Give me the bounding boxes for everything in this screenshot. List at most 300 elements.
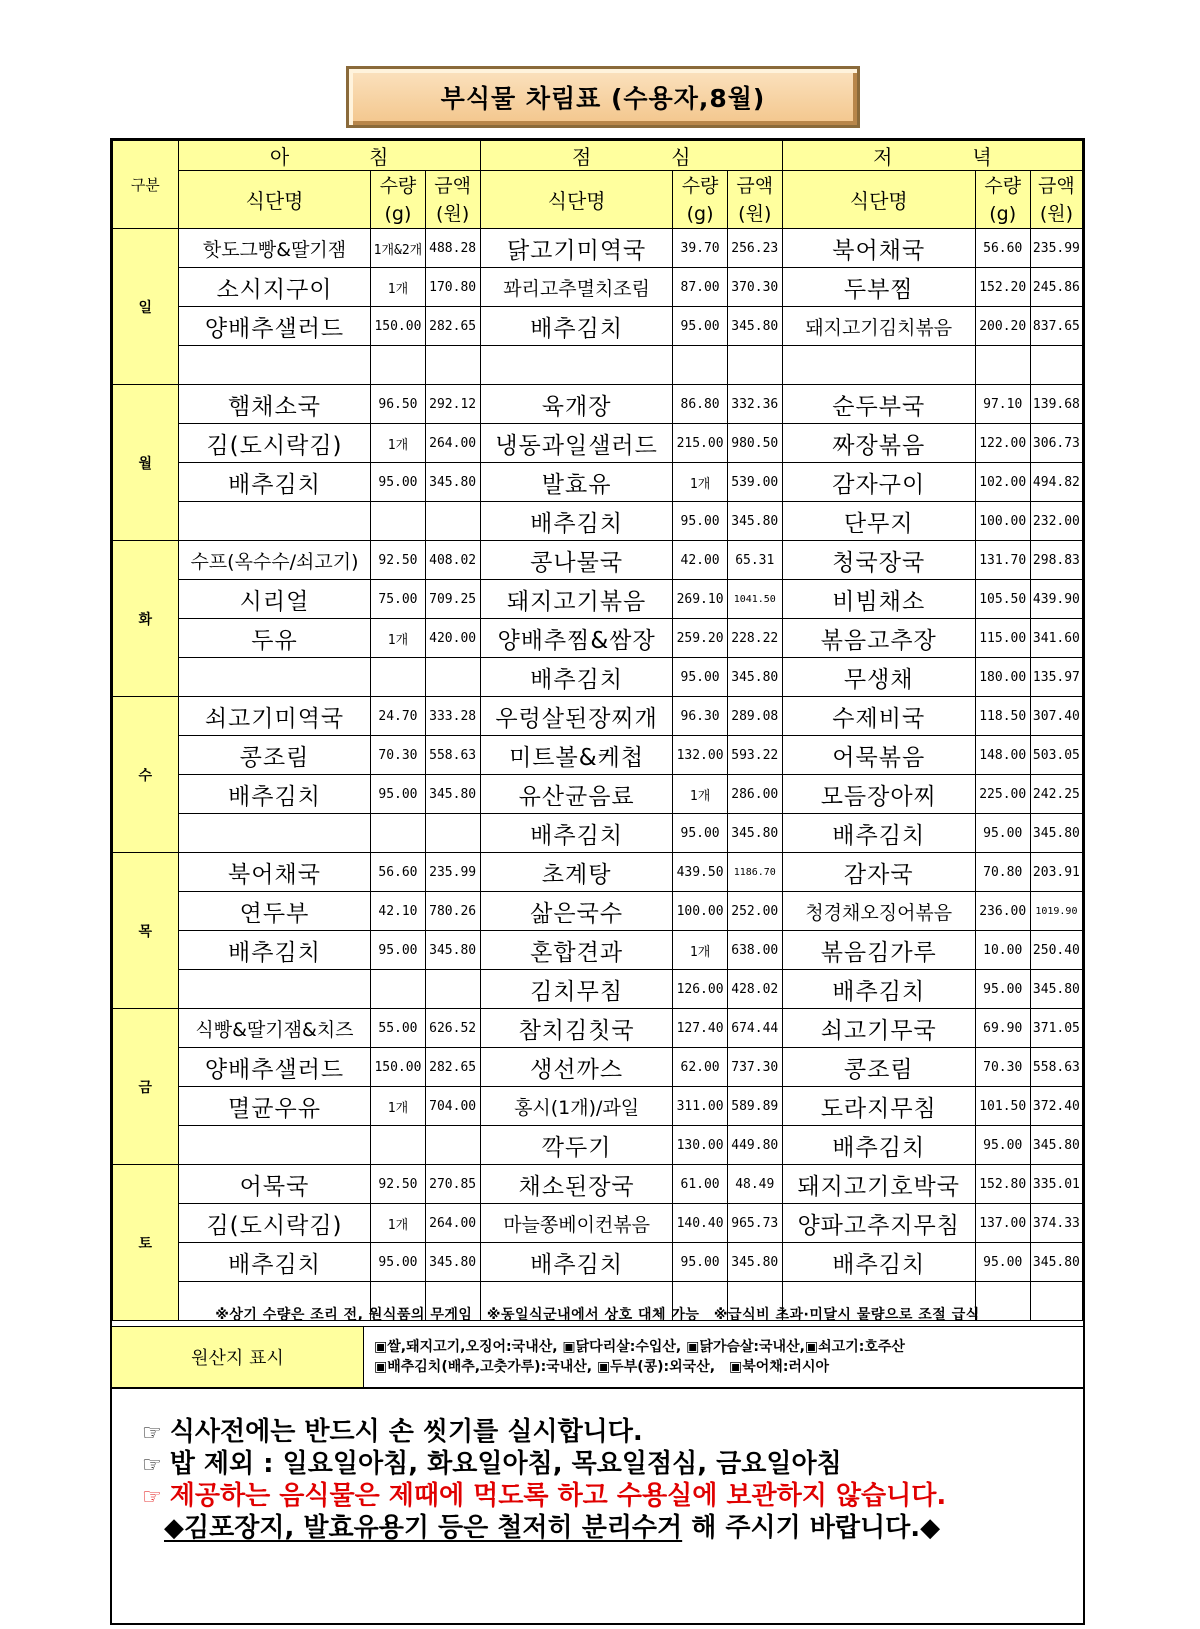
table-row: [113, 580, 1083, 619]
menu-item-name: 어묵국: [178, 1165, 371, 1204]
menu-item-name: 초계탕: [480, 853, 673, 892]
origin-label: 원산지 표시: [112, 1327, 364, 1387]
menu-item-name: 단무지: [782, 502, 975, 541]
menu-item-qty: 56.60: [975, 229, 1030, 268]
menu-item-qty: 75.00: [371, 580, 425, 619]
menu-item-price: 264.00: [425, 1204, 480, 1243]
menu-item-qty: 70.30: [975, 1048, 1030, 1087]
menu-item-name: 배추김치: [178, 931, 371, 970]
menu-item-qty: 92.50: [371, 1165, 425, 1204]
menu-item-price: 1041.50: [727, 580, 782, 619]
menu-item-qty: 1개: [371, 1087, 425, 1126]
menu-item-name: 콩나물국: [480, 541, 673, 580]
menu-item-name: 두부찜: [782, 268, 975, 307]
menu-item-qty: 95.00: [371, 1243, 425, 1282]
menu-item-name: 수프(옥수수/쇠고기): [178, 541, 371, 580]
page-title: 부식물 차림표 (수용자,8월): [440, 84, 766, 113]
table-row: [113, 1243, 1083, 1282]
menu-item-price: 245.86: [1030, 268, 1082, 307]
menu-item-qty: [371, 658, 425, 697]
menu-item-qty: 87.00: [673, 268, 727, 307]
menu-item-qty: 122.00: [975, 424, 1030, 463]
menu-item-price: 335.01: [1030, 1165, 1082, 1204]
table-row: [113, 619, 1083, 658]
menu-item-price: [425, 502, 480, 541]
menu-item-qty: 200.20: [975, 307, 1030, 346]
menu-item-price: 292.12: [425, 385, 480, 424]
table-row: [113, 307, 1083, 346]
table-row: [113, 1087, 1083, 1126]
menu-table: [112, 140, 1083, 1321]
menu-item-price: 428.02: [727, 970, 782, 1009]
menu-item-name: 삶은국수: [480, 892, 673, 931]
menu-item-name: 배추김치: [480, 814, 673, 853]
menu-item-name: 두유: [178, 619, 371, 658]
menu-item-price: 252.00: [727, 892, 782, 931]
menu-item-qty: 150.00: [371, 307, 425, 346]
notice-line-1: ☞ 식사전에는 반드시 손 씻기를 실시합니다.: [142, 1417, 643, 1447]
menu-item-qty: 1개: [673, 463, 727, 502]
menu-item-price: 709.25: [425, 580, 480, 619]
menu-item-qty: 115.00: [975, 619, 1030, 658]
menu-item-name: 청국장국: [782, 541, 975, 580]
menu-item-qty: 130.00: [673, 1126, 727, 1165]
table-row: [113, 853, 1083, 892]
table-row: [113, 931, 1083, 970]
menu-item-qty: 118.50: [975, 697, 1030, 736]
menu-item-qty: 10.00: [975, 931, 1030, 970]
menu-item-qty: 97.10: [975, 385, 1030, 424]
menu-item-price: 270.85: [425, 1165, 480, 1204]
menu-item-name: 배추김치: [782, 1243, 975, 1282]
menu-item-price: 170.80: [425, 268, 480, 307]
menu-item-qty: 100.00: [975, 502, 1030, 541]
menu-item-name: 배추김치: [178, 775, 371, 814]
menu-item-name: [178, 1126, 371, 1165]
table-row: [113, 736, 1083, 775]
menu-item-qty: 1개: [673, 931, 727, 970]
menu-item-price: 139.68: [1030, 385, 1082, 424]
menu-item-qty: [371, 970, 425, 1009]
menu-item-name: 김(도시락김): [178, 1204, 371, 1243]
table-row: [113, 541, 1083, 580]
menu-item-qty: 1개: [673, 775, 727, 814]
menu-item-qty: 95.00: [975, 814, 1030, 853]
table-row: [113, 1009, 1083, 1048]
menu-item-price: [1030, 346, 1082, 385]
menu-item-price: 1019.90: [1030, 892, 1082, 931]
menu-item-price: 235.99: [425, 853, 480, 892]
menu-item-name: 청경채오징어볶음: [782, 892, 975, 931]
menu-item-name: 쇠고기무국: [782, 1009, 975, 1048]
table-row: [113, 892, 1083, 931]
menu-item-name: 연두부: [178, 892, 371, 931]
menu-item-name: 햄채소국: [178, 385, 371, 424]
menu-item-name: 핫도그빵&딸기잼: [178, 229, 371, 268]
menu-item-qty: 105.50: [975, 580, 1030, 619]
menu-item-price: 307.40: [1030, 697, 1082, 736]
menu-item-name: 돼지고기볶음: [480, 580, 673, 619]
menu-item-qty: 225.00: [975, 775, 1030, 814]
menu-item-qty: 140.40: [673, 1204, 727, 1243]
day-label: 월: [113, 385, 179, 541]
menu-item-qty: [975, 346, 1030, 385]
menu-item-name: 시리얼: [178, 580, 371, 619]
menu-item-name: 북어채국: [178, 853, 371, 892]
menu-item-qty: 1개&2개: [371, 229, 425, 268]
table-row: [113, 1204, 1083, 1243]
menu-item-price: 449.80: [727, 1126, 782, 1165]
table-row: [113, 502, 1083, 541]
menu-item-name: [178, 970, 371, 1009]
day-label: 화: [113, 541, 179, 697]
header-lunch: 점 심: [480, 141, 782, 171]
menu-item-price: 333.28: [425, 697, 480, 736]
menu-item-price: 135.97: [1030, 658, 1082, 697]
menu-item-qty: 1개: [371, 1204, 425, 1243]
menu-item-name: 배추김치: [178, 463, 371, 502]
menu-item-price: [727, 346, 782, 385]
menu-item-qty: 131.70: [975, 541, 1030, 580]
menu-item-qty: 101.50: [975, 1087, 1030, 1126]
menu-item-name: 감자구이: [782, 463, 975, 502]
menu-item-qty: 95.00: [975, 970, 1030, 1009]
menu-item-qty: 236.00: [975, 892, 1030, 931]
menu-item-qty: [371, 502, 425, 541]
table-row: [113, 424, 1083, 463]
menu-item-qty: 215.00: [673, 424, 727, 463]
menu-item-price: 370.30: [727, 268, 782, 307]
menu-item-price: [425, 658, 480, 697]
menu-item-name: 배추김치: [782, 970, 975, 1009]
menu-item-name: 식빵&딸기잼&치즈: [178, 1009, 371, 1048]
menu-item-name: 배추김치: [480, 1243, 673, 1282]
header-qty: 수량 (g): [673, 171, 727, 229]
menu-item-price: 235.99: [1030, 229, 1082, 268]
menu-item-qty: 56.60: [371, 853, 425, 892]
pointing-hand-icon: ☞: [142, 1485, 162, 1510]
menu-item-qty: 42.00: [673, 541, 727, 580]
menu-item-qty: 126.00: [673, 970, 727, 1009]
menu-item-qty: 70.30: [371, 736, 425, 775]
menu-item-qty: 439.50: [673, 853, 727, 892]
origin-line-2: ▣배추김치(배추,고춧가루):국내산, ▣두부(콩):외국산, ▣북어채:러시아: [374, 1359, 829, 1375]
menu-item-name: 어묵볶음: [782, 736, 975, 775]
menu-item-price: [425, 970, 480, 1009]
table-row: [113, 385, 1083, 424]
menu-item-name: 무생채: [782, 658, 975, 697]
menu-item-qty: 55.00: [371, 1009, 425, 1048]
menu-item-name: 홍시(1개)/과일: [480, 1087, 673, 1126]
menu-item-qty: 95.00: [371, 463, 425, 502]
menu-item-price: 345.80: [727, 814, 782, 853]
menu-item-name: [178, 814, 371, 853]
menu-item-qty: [371, 1126, 425, 1165]
table-row: [113, 463, 1083, 502]
menu-item-price: 345.80: [727, 502, 782, 541]
menu-item-qty: 95.00: [371, 931, 425, 970]
menu-item-qty: 152.80: [975, 1165, 1030, 1204]
table-row: [113, 658, 1083, 697]
menu-item-price: 345.80: [727, 1243, 782, 1282]
menu-item-name: 콩조림: [782, 1048, 975, 1087]
menu-item-price: 65.31: [727, 541, 782, 580]
menu-item-name: 도라지무침: [782, 1087, 975, 1126]
menu-item-price: 539.00: [727, 463, 782, 502]
notice-line-3: ☞ 제공하는 음식물은 제때에 먹도록 하고 수용실에 보관하지 않습니다.: [142, 1481, 947, 1511]
menu-item-price: 341.60: [1030, 619, 1082, 658]
table-row: [113, 1126, 1083, 1165]
menu-item-name: 배추김치: [480, 307, 673, 346]
menu-item-qty: 95.00: [673, 1243, 727, 1282]
menu-item-qty: [673, 346, 727, 385]
menu-item-name: 양배추샐러드: [178, 307, 371, 346]
header-menu-name: 식단명: [782, 171, 975, 229]
menu-item-name: 멸균우유: [178, 1087, 371, 1126]
menu-item-name: 채소된장국: [480, 1165, 673, 1204]
menu-item-qty: 62.00: [673, 1048, 727, 1087]
menu-item-price: 345.80: [425, 463, 480, 502]
table-row: [113, 346, 1083, 385]
day-label: 목: [113, 853, 179, 1009]
menu-item-qty: 92.50: [371, 541, 425, 580]
menu-item-qty: 95.00: [371, 775, 425, 814]
table-row: [113, 775, 1083, 814]
menu-item-name: [178, 502, 371, 541]
menu-item-name: 유산균음료: [480, 775, 673, 814]
header-price: 금액 (원): [425, 171, 480, 229]
menu-item-price: 488.28: [425, 229, 480, 268]
header-menu-name: 식단명: [480, 171, 673, 229]
menu-item-qty: 127.40: [673, 1009, 727, 1048]
menu-item-qty: 61.00: [673, 1165, 727, 1204]
menu-item-price: 345.80: [1030, 814, 1082, 853]
header-gubun: 구분: [113, 141, 179, 229]
menu-item-price: 674.44: [727, 1009, 782, 1048]
menu-item-price: 289.08: [727, 697, 782, 736]
menu-item-price: 203.91: [1030, 853, 1082, 892]
menu-item-price: 250.40: [1030, 931, 1082, 970]
menu-item-price: 48.49: [727, 1165, 782, 1204]
menu-item-qty: 311.00: [673, 1087, 727, 1126]
menu-item-price: 345.80: [727, 307, 782, 346]
menu-item-qty: 95.00: [673, 658, 727, 697]
menu-item-qty: 150.00: [371, 1048, 425, 1087]
menu-item-price: 503.05: [1030, 736, 1082, 775]
menu-item-price: [425, 814, 480, 853]
menu-item-price: 372.40: [1030, 1087, 1082, 1126]
menu-item-price: 345.80: [425, 931, 480, 970]
origin-section: [112, 1327, 1083, 1389]
menu-item-price: 558.63: [425, 736, 480, 775]
menu-item-price: 371.05: [1030, 1009, 1082, 1048]
table-row: [113, 697, 1083, 736]
menu-item-price: 345.80: [1030, 1243, 1082, 1282]
menu-item-price: 306.73: [1030, 424, 1082, 463]
menu-item-qty: 95.00: [673, 307, 727, 346]
menu-item-qty: 152.20: [975, 268, 1030, 307]
menu-item-price: 593.22: [727, 736, 782, 775]
menu-item-price: 286.00: [727, 775, 782, 814]
menu-item-price: 345.80: [1030, 1126, 1082, 1165]
menu-item-name: 참치김칫국: [480, 1009, 673, 1048]
header-price: 금액 (원): [1030, 171, 1082, 229]
menu-item-price: 232.00: [1030, 502, 1082, 541]
menu-item-name: 발효유: [480, 463, 673, 502]
table-row: [113, 970, 1083, 1009]
notice-line-2: ☞ 밥 제외 : 일요일아침, 화요일아침, 목요일점심, 금요일아침: [142, 1449, 842, 1479]
menu-item-price: 345.80: [1030, 970, 1082, 1009]
menu-item-qty: 1개: [371, 619, 425, 658]
menu-item-name: [178, 346, 371, 385]
menu-item-price: 638.00: [727, 931, 782, 970]
menu-item-qty: 95.00: [673, 814, 727, 853]
menu-item-price: [425, 346, 480, 385]
menu-item-name: 짜장볶음: [782, 424, 975, 463]
menu-item-qty: 69.90: [975, 1009, 1030, 1048]
menu-item-price: 345.80: [727, 658, 782, 697]
menu-item-name: 양배추샐러드: [178, 1048, 371, 1087]
menu-item-name: 양파고추지무침: [782, 1204, 975, 1243]
pointing-hand-icon: ☞: [142, 1421, 162, 1446]
notice-line-4: ◆김포장지, 발효유용기 등은 철저히 분리수거 해 주시기 바랍니다.◆: [164, 1513, 941, 1543]
menu-item-price: 837.65: [1030, 307, 1082, 346]
menu-item-name: 마늘쫑베이컨볶음: [480, 1204, 673, 1243]
menu-item-name: 볶음김가루: [782, 931, 975, 970]
header-menu-name: 식단명: [178, 171, 371, 229]
menu-item-price: [425, 1126, 480, 1165]
header-breakfast: 아 침: [178, 141, 480, 171]
menu-item-qty: [371, 814, 425, 853]
menu-item-name: 쇠고기미역국: [178, 697, 371, 736]
menu-item-qty: 24.70: [371, 697, 425, 736]
notes-line: ※상기 수량은 조리 전, 원식품의 무게임 ※동일식군내에서 상호 대체 가능 ※급식비 초과·미달시 물량으로 조절 급식: [112, 1301, 1083, 1327]
menu-item-name: 배추김치: [178, 1243, 371, 1282]
menu-item-qty: 95.00: [975, 1126, 1030, 1165]
menu-item-qty: 1개: [371, 268, 425, 307]
menu-item-qty: 102.00: [975, 463, 1030, 502]
menu-item-price: 439.90: [1030, 580, 1082, 619]
table-row: [113, 814, 1083, 853]
menu-item-price: 408.02: [425, 541, 480, 580]
menu-item-price: 965.73: [727, 1204, 782, 1243]
menu-item-qty: 70.80: [975, 853, 1030, 892]
menu-item-name: 김(도시락김): [178, 424, 371, 463]
menu-item-name: 순두부국: [782, 385, 975, 424]
menu-item-qty: [371, 346, 425, 385]
menu-item-price: 242.25: [1030, 775, 1082, 814]
table-row: [113, 1165, 1083, 1204]
menu-item-qty: 39.70: [673, 229, 727, 268]
menu-item-price: 332.36: [727, 385, 782, 424]
header-dinner: 저 녁: [782, 141, 1082, 171]
pointing-hand-icon: ☞: [142, 1453, 162, 1478]
menu-item-price: 1186.70: [727, 853, 782, 892]
menu-item-price: 298.83: [1030, 541, 1082, 580]
menu-item-qty: 86.80: [673, 385, 727, 424]
menu-item-name: 배추김치: [782, 814, 975, 853]
menu-item-name: 볶음고추장: [782, 619, 975, 658]
day-label: 금: [113, 1009, 179, 1165]
menu-item-price: 494.82: [1030, 463, 1082, 502]
menu-item-price: 345.80: [425, 1243, 480, 1282]
menu-item-name: 양배추찜&쌈장: [480, 619, 673, 658]
menu-item-name: 비빔채소: [782, 580, 975, 619]
menu-item-price: 345.80: [425, 775, 480, 814]
menu-item-name: 냉동과일샐러드: [480, 424, 673, 463]
menu-item-name: 돼지고기호박국: [782, 1165, 975, 1204]
header-qty: 수량 (g): [371, 171, 425, 229]
menu-item-qty: 180.00: [975, 658, 1030, 697]
menu-item-name: 깍두기: [480, 1126, 673, 1165]
menu-item-price: 374.33: [1030, 1204, 1082, 1243]
menu-item-price: 264.00: [425, 424, 480, 463]
menu-item-qty: 95.00: [673, 502, 727, 541]
menu-item-qty: 42.10: [371, 892, 425, 931]
menu-item-price: 228.22: [727, 619, 782, 658]
day-label: 수: [113, 697, 179, 853]
menu-item-name: 돼지고기김치볶음: [782, 307, 975, 346]
menu-item-name: 감자국: [782, 853, 975, 892]
menu-item-price: 980.50: [727, 424, 782, 463]
header-qty: 수량 (g): [975, 171, 1030, 229]
menu-item-name: 생선까스: [480, 1048, 673, 1087]
menu-item-name: 소시지구이: [178, 268, 371, 307]
table-row: [113, 229, 1083, 268]
notice-section: [112, 1389, 1083, 1623]
menu-item-price: 282.65: [425, 307, 480, 346]
menu-item-name: 모듬장아찌: [782, 775, 975, 814]
table-row: [113, 1048, 1083, 1087]
menu-item-name: 우렁살된장찌개: [480, 697, 673, 736]
menu-item-name: 배추김치: [480, 658, 673, 697]
menu-item-qty: 132.00: [673, 736, 727, 775]
menu-item-qty: 137.00: [975, 1204, 1030, 1243]
menu-item-qty: 259.20: [673, 619, 727, 658]
header-price: 금액 (원): [727, 171, 782, 229]
menu-item-price: 780.26: [425, 892, 480, 931]
menu-item-name: 육개장: [480, 385, 673, 424]
menu-item-qty: 95.00: [975, 1243, 1030, 1282]
menu-item-name: 닭고기미역국: [480, 229, 673, 268]
menu-item-name: 꽈리고추멸치조림: [480, 268, 673, 307]
menu-item-price: 558.63: [1030, 1048, 1082, 1087]
menu-item-name: 배추김치: [782, 1126, 975, 1165]
menu-item-name: 북어채국: [782, 229, 975, 268]
menu-item-name: [782, 346, 975, 385]
table-row: [113, 268, 1083, 307]
menu-item-qty: 269.10: [673, 580, 727, 619]
menu-item-name: [178, 658, 371, 697]
page-title-box: [346, 66, 860, 128]
menu-item-name: 수제비국: [782, 697, 975, 736]
origin-line-1: ▣쌀,돼지고기,오징어:국내산, ▣닭다리살:수입산, ▣닭가슴살:국내산,▣쇠고기:호주산: [374, 1339, 905, 1355]
day-label: 토: [113, 1165, 179, 1321]
menu-item-qty: 96.50: [371, 385, 425, 424]
menu-item-price: 704.00: [425, 1087, 480, 1126]
menu-item-price: 256.23: [727, 229, 782, 268]
menu-item-price: 626.52: [425, 1009, 480, 1048]
menu-item-qty: 1개: [371, 424, 425, 463]
origin-details: [364, 1327, 1083, 1387]
menu-item-qty: 96.30: [673, 697, 727, 736]
menu-item-price: 589.89: [727, 1087, 782, 1126]
menu-item-name: 김치무침: [480, 970, 673, 1009]
menu-item-name: [480, 346, 673, 385]
day-label: 일: [113, 229, 179, 385]
menu-item-qty: 148.00: [975, 736, 1030, 775]
menu-item-price: 282.65: [425, 1048, 480, 1087]
